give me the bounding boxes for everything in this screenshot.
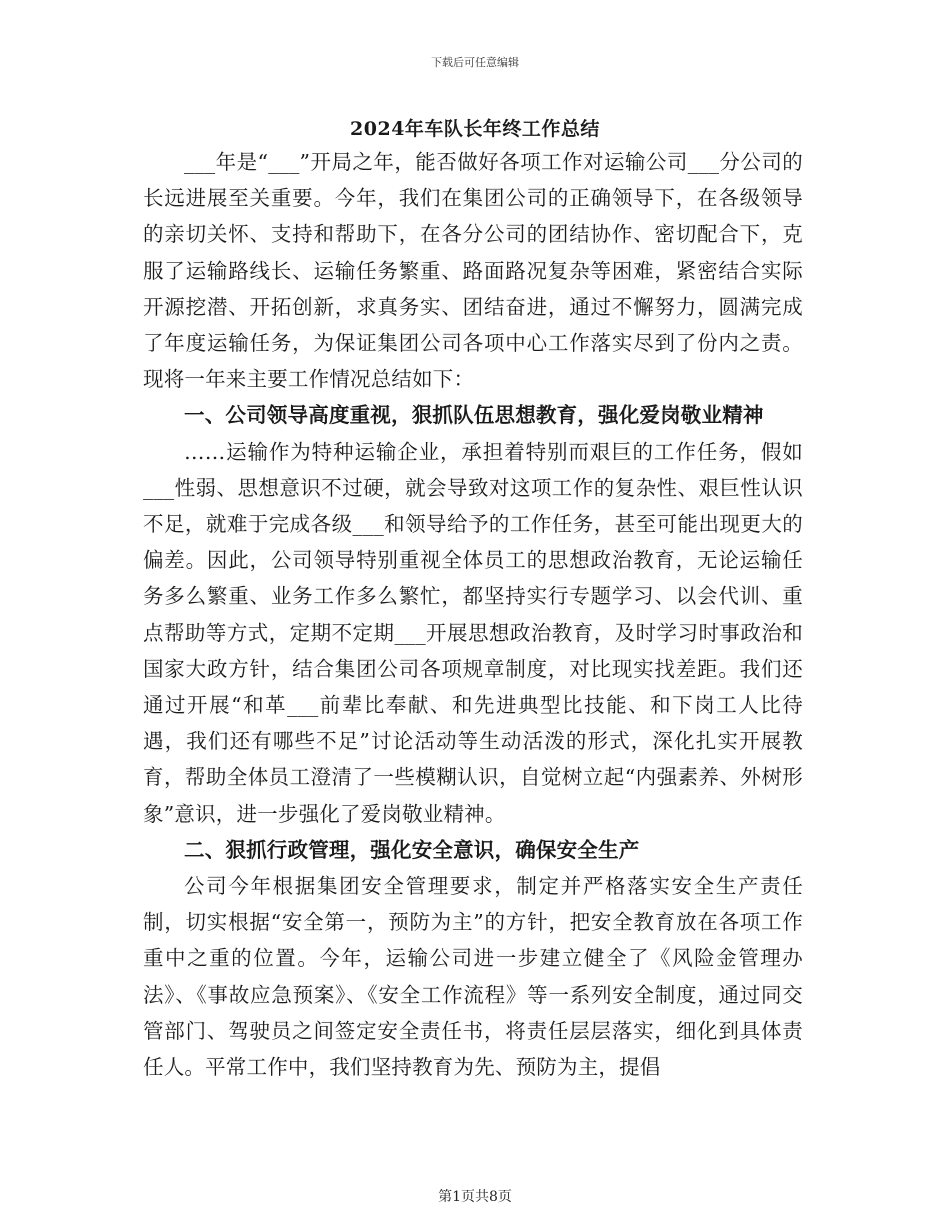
section-heading-1: 一、公司领导高度重视，狠抓队伍思想教育，强化爱岗敬业精神 — [184, 403, 764, 428]
document-title: 2024年车队长年终工作总结 — [350, 118, 600, 140]
document-body — [143, 144, 803, 1085]
intro-paragraph: ___年是“___”开局之年，能否做好各项工作对运输公司___分公司的长远进展至关重要。今年，我们在集团公司的正确领导下，在各级领导的亲切关怀、支持和帮助下，在各分公司的团结协作、密切配合下，克服了运输路线长、运输任务繁重、路面路况复杂等困难，紧密结合实际开源挖潜、开拓创新，求真务实、团结奋进，通过不懈努力，圆满完成了年度运输任务，为保证集团公司各项中心工作落实尽到了份内之责。现将一年来主要工作情况总结如下： — [143, 150, 803, 392]
section-2-paragraph: 公司今年根据集团安全管理要求，制定并严格落实安全生产责任制，切实根据“安全第一，预防为主”的方针，把安全教育放在各项工作重中之重的位置。今年，运输公司进一步建立健全了《风险金管理办法》、《事故应急预案》、《安全工作流程》等一系列安全制度，通过同交管部门、驾驶员之间签定安全责任书，将责任层层落实，细化到具体责任人。平常工作中，我们坚持教育为先、预防为主，提倡 — [143, 874, 803, 1080]
section-heading-2: 二、狠抓行政管理，强化安全意识，确保安全生产 — [184, 837, 640, 862]
page-number-footer: 第1页共8页 — [438, 1189, 512, 1205]
section-1-paragraph: ……运输作为特种运输企业，承担着特别而艰巨的工作任务，假如___性弱、思想意识不过硬，就会导致对这项工作的复杂性、艰巨性认识不足，就难于完成各级___和领导给予的工作任务，甚至可能出现更大的偏差。因此，公司领导特别重视全体员工的思想政治教育，无论运输任务多么繁重、业务工作多么繁忙，都坚持实行专题学习、以会代训、重点帮助等方式，定期不定期___开展思想政治教育，及时学习时事政治和国家大政方针，结合集团公司各项规章制度，对比现实找差距。我们还通过开展“和革___前辈比奉献、和先进典型比技能、和下岗工人比待遇，我们还有哪些不足”讨论活动等生动活泼的形式，深化扎实开展教育，帮助全体员工澄清了一些模糊认识，自觉树立起“内强素养、外树形象”意识，进一步强化了爱岗敬业精神。 — [143, 439, 803, 826]
header-note: 下载后可任意编辑 — [431, 56, 519, 69]
